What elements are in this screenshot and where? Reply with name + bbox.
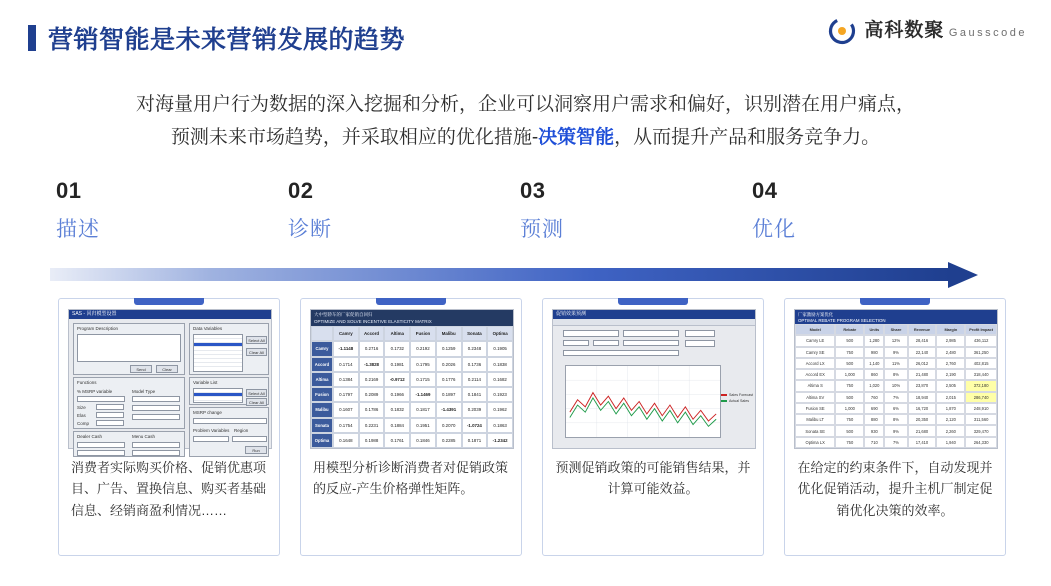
matrix-header [311, 310, 513, 326]
screenshot-matrix-table [310, 309, 514, 449]
screenshot-chart-window [552, 309, 756, 449]
report-col-2: Units [864, 324, 884, 335]
card-caption: 消费者实际购买价格、促销优惠项目、广告、置换信息、购买者基础信息、经销商盈利情况…… [71, 460, 267, 518]
comp-input[interactable] [96, 420, 124, 426]
dealer-cash-input[interactable] [77, 442, 125, 448]
msrp-variable-input[interactable] [77, 396, 125, 402]
functions-panel: Functions % MSRP variable Size Elas Comp Model Type [73, 377, 185, 429]
progress-arrow-body [50, 268, 950, 281]
step-03 [520, 178, 720, 243]
program-description-panel: Program Description Send Clear [73, 323, 185, 375]
select-all-button[interactable]: Select All [246, 336, 267, 344]
matrix-col-0: Camry [333, 326, 359, 341]
forecast-chart [565, 365, 721, 438]
matrix-title: 大中型轿车的厂家促销自回归 [314, 312, 373, 317]
elasticity-matrix: Camry Accord Altima Fusion Malibu Sonata Optima Camry -1.1148 0.2716 0.1732 0.2192 0.1259 0.2348 0.1905 Accord 0.1714 -1.3828 0.1981 0.1795 0.2026 0.1736 0.1838 Altima 0.1384 0.2169 -0.9712 0.1715 0.1776 0.2114 0.1682 Fusion 0.1797 0.2089 0.1966 -1.1469 0.1897 0.1841 0.1923 Malibu 0.1607 0.1786 0.1832 0.1817 -1.4391 0.2039 0.1962 Sonata 0.1754 0.2231 0.1884 0.1951 0.2070 -1.0724 0.1863 Optima 0.1648 0.1988 0.1761 0.1846 0.2285 0.1871 -1.2342 [311, 326, 513, 448]
run-button[interactable] [685, 330, 715, 337]
scenario-input[interactable] [623, 340, 679, 346]
card-diagnose[interactable] [300, 298, 522, 556]
matrix-row-head: Malibu [311, 402, 333, 417]
screenshot-body [553, 319, 755, 448]
region-select[interactable] [623, 330, 679, 337]
report-subtitle: OPTIMAL REBATE PROGRAM SELECTION [798, 317, 886, 323]
variable-list-panel: Variable List Select All Clear All [189, 377, 269, 405]
dealer-cash-panel: Dealer Cash Menu Cash [73, 431, 185, 457]
matrix-row-head: Optima [311, 433, 333, 448]
intro-line-2 [56, 121, 995, 154]
intro-line-1: 对海量用户行为数据的深入挖掘和分析，企业可以洞察用户需求和偏好，识别潜在用户痛点， [135, 94, 915, 115]
card-caption: 用模型分析诊断消费者对促销政策的反应-产生价格弹性矩阵。 [313, 460, 509, 497]
step-04 [752, 178, 952, 243]
step-03-label: 预测 [520, 218, 564, 241]
legend-item-forecast: Sales Forecast [721, 393, 753, 399]
run-button[interactable]: Run [245, 446, 267, 454]
card-row [58, 298, 1003, 560]
reset-button[interactable] [685, 340, 715, 347]
screenshot-report-table [794, 309, 998, 449]
progress-arrow-head [948, 262, 978, 288]
logo-en: Gausscode [948, 27, 1027, 40]
report-col-6: Profit Impact [965, 324, 997, 335]
matrix-col-5: Sonata [462, 326, 488, 341]
model-type-select-3[interactable] [132, 414, 180, 420]
data-variables-panel: Data Variables Select All Clear All [189, 323, 269, 375]
variable-list[interactable] [193, 334, 243, 372]
logo-text [864, 21, 1027, 41]
card-caption: 预测促销政策的可能销售结果，并计算可能效益。 [555, 460, 751, 497]
card-caption: 在给定的约束条件下，自动发现并优化促销活动，提升主机厂制定促销优化决策的效率。 [797, 460, 993, 518]
matrix-row-head: Fusion [311, 387, 333, 402]
matrix-col-1: Accord [359, 326, 385, 341]
problem-variables-panel: MSRP change Problem Variables Region Run [189, 407, 269, 457]
model-type-select[interactable] [132, 396, 180, 402]
report-col-0: Model [795, 324, 835, 335]
matrix-row-head: Accord [311, 357, 333, 372]
card-tab [860, 298, 930, 305]
matrix-col-2: Altima [384, 326, 410, 341]
card-predict[interactable] [542, 298, 764, 556]
chart-legend [721, 393, 753, 405]
filter-input[interactable] [563, 350, 679, 356]
report-header [795, 310, 997, 324]
card-tab [618, 298, 688, 305]
step-labels [56, 178, 995, 248]
send-button[interactable]: Send [130, 365, 152, 373]
rebate-table: Model Rebate Units Share Revenue Margin Profit Impact Camry LE 500 1,280 12% 28,416 2,985 436,112 Camry SE 750 980 9% 22,140 2,480 361,250 Accord LX 500 1,140 11% 26,012 2,760 402,815 Accord EX 1,000 860 8% 21,480 2,190 318,440 Altima S 750 1,020 10% 23,870 2,505 372,180 Altima SV 500 760 7% 18,940 2,015 286,740 Fusion SE 1,000 690 6% 16,720 1,870 248,910 Malibu LT 750 880 8% 20,350 2,120 311,560 Sonata SE 500 930 9% 21,680 2,260 329,470 Optima LX 750 710 7% 17,410 1,940 264,330 [795, 324, 997, 448]
step-02-number: 02 [288, 178, 314, 203]
matrix-row-head: Sonata [311, 418, 333, 433]
clear-all-button-2[interactable]: Clear All [246, 398, 267, 406]
report-title: 厂家激励方案优化 [798, 311, 834, 317]
screenshot-body [69, 319, 271, 453]
progress-arrow [50, 262, 1000, 288]
menu-cash-input-2[interactable] [132, 450, 180, 456]
screenshot-titlebar: SAS - 回归模型设置 [69, 310, 271, 319]
title-accent-bar [28, 25, 36, 51]
region-select[interactable] [232, 436, 267, 442]
step-04-label: 优化 [752, 218, 796, 241]
month-input[interactable] [563, 340, 589, 346]
report-col-4: Revenue [908, 324, 937, 335]
clear-all-button[interactable]: Clear All [246, 348, 267, 356]
program-description-textarea[interactable] [77, 334, 181, 362]
step-02-label: 诊断 [288, 218, 332, 241]
legend-item-actual: Actual Sales [721, 399, 753, 405]
card-tab [134, 298, 204, 305]
step-04-number: 04 [752, 178, 778, 203]
secondary-variable-list[interactable] [193, 388, 243, 403]
report-col-1: Rebate [835, 324, 864, 335]
chart-toolbar[interactable] [553, 319, 755, 326]
model-type-select-2[interactable] [132, 405, 180, 411]
card-tab [376, 298, 446, 305]
dealer-cash-input-2[interactable] [77, 450, 125, 456]
intro-highlight: 决策智能 [538, 127, 615, 149]
g-logo-icon [829, 18, 855, 44]
select-all-button-2[interactable]: Select All [246, 389, 267, 397]
matrix-row-head: Altima [311, 372, 333, 387]
intro-line-2-before: 预测未来市场趋势，并采取相应的优化措施- [170, 127, 539, 149]
screenshot-form-dialog [68, 309, 272, 453]
matrix-subtitle: OPTIMIZE AND SOLVE INCENTIVE ELASTICITY MATRIX [314, 318, 432, 324]
year-input[interactable] [593, 340, 619, 346]
intro-line-2-after: ，从而提升产品和服务竞争力。 [614, 127, 881, 149]
clear-button[interactable]: Clear [156, 365, 178, 373]
menu-cash-input[interactable] [132, 442, 180, 448]
step-01-label: 描述 [56, 218, 100, 241]
card-optimize[interactable] [784, 298, 1006, 556]
brand-logo [829, 18, 1027, 44]
matrix-col-4: Malibu [436, 326, 462, 341]
step-02 [288, 178, 488, 243]
step-01 [56, 178, 256, 243]
card-describe[interactable] [58, 298, 280, 556]
report-col-5: Margin [936, 324, 965, 335]
dealer-select[interactable] [563, 330, 619, 337]
intro-paragraph [56, 88, 995, 155]
report-col-3: Share [884, 324, 907, 335]
page-title: 营销智能是未来营销发展的趋势 [48, 26, 406, 54]
step-03-number: 03 [520, 178, 546, 203]
matrix-row-head: Camry [311, 341, 333, 356]
msrp-change-input[interactable] [193, 418, 267, 424]
screenshot-titlebar: 促销效果预测 [553, 310, 755, 319]
problem-variable-select[interactable] [193, 436, 229, 442]
elas-input[interactable] [96, 412, 124, 418]
step-01-number: 01 [56, 178, 82, 203]
matrix-col-3: Fusion [410, 326, 436, 341]
size-input[interactable] [96, 404, 124, 410]
logo-cn: 高科数聚 [864, 20, 945, 42]
matrix-col-6: Optima [487, 326, 513, 341]
